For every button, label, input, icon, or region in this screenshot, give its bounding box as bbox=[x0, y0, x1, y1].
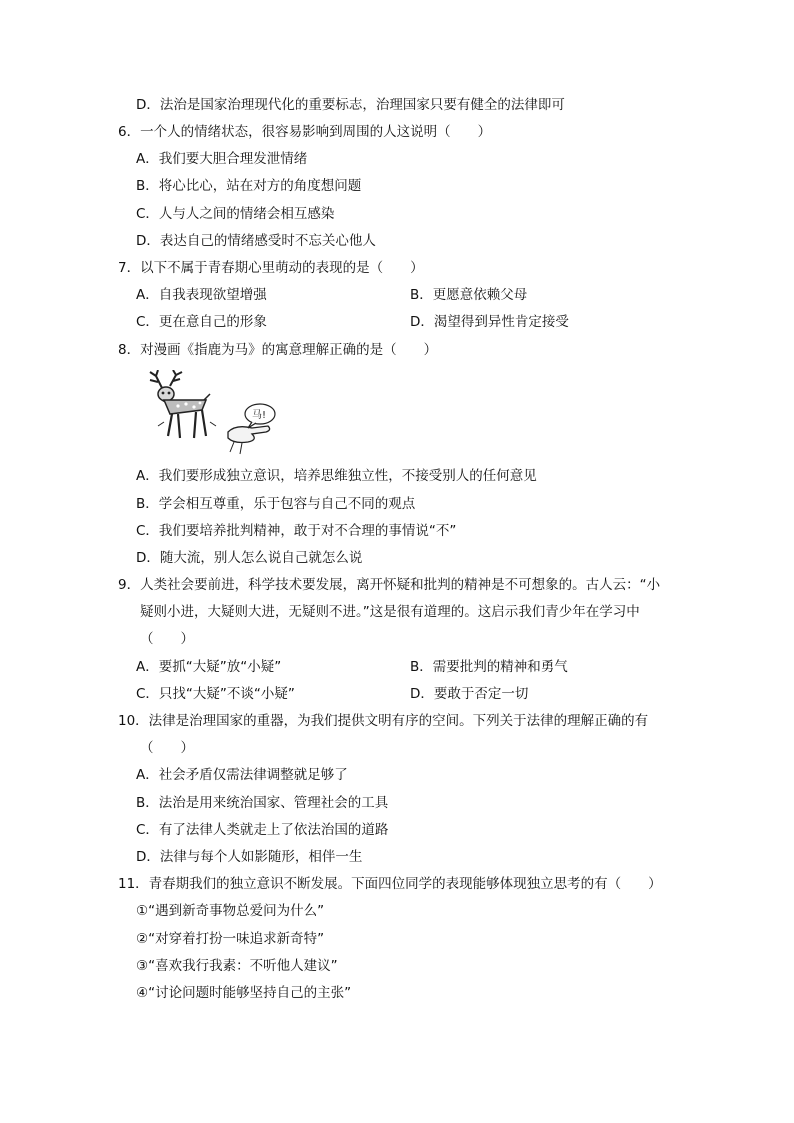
q11-item-3: ③“喜欢我行我素：不听他人建议” bbox=[136, 958, 338, 974]
q6-option-d: D．表达自己的情绪感受时不忘关心他人 bbox=[136, 233, 376, 249]
q6-option-a: A．我们要大胆合理发泄情绪 bbox=[136, 151, 308, 167]
q9-stem-line3: （ ） bbox=[140, 631, 194, 647]
q9-option-b: B．需要批判的精神和勇气 bbox=[410, 659, 568, 675]
q9-option-d: D．要敢于否定一切 bbox=[410, 686, 529, 702]
q10-option-b: B．法治是用来统治国家、管理社会的工具 bbox=[136, 795, 389, 811]
q7-stem: 7．以下不属于青春期心里萌动的表现的是（ ） bbox=[118, 260, 424, 276]
q6-stem: 6．一个人的情绪状态，很容易影响到周围的人这说明（ ） bbox=[118, 124, 492, 140]
q8-option-d: D．随大流，别人怎么说自己就怎么说 bbox=[136, 550, 363, 566]
q8-stem: 8．对漫画《指鹿为马》的寓意理解正确的是（ ） bbox=[118, 342, 438, 358]
q9-option-a: A．要抓“大疑”放“小疑” bbox=[136, 659, 282, 675]
speech-bubble-text: 马! bbox=[252, 410, 267, 421]
q7-option-c: C．更在意自己的形象 bbox=[136, 314, 267, 330]
q11-item-2: ②“对穿着打扮一味追求新奇特” bbox=[136, 931, 325, 947]
q9-stem-line2: 疑则小进，大疑则大进，无疑则不进。”这是很有道理的。这启示我们青少年在学习中 bbox=[140, 604, 640, 620]
q6-option-b: B．将心比心，站在对方的角度想问题 bbox=[136, 178, 362, 194]
q7-option-b: B．更愿意依赖父母 bbox=[410, 287, 528, 303]
q11-item-1: ①“遇到新奇事物总爱问为什么” bbox=[136, 903, 325, 919]
q8-option-a: A．我们要形成独立意识，培养思维独立性，不接受别人的任何意见 bbox=[136, 468, 537, 484]
q6-option-c: C．人与人之间的情绪会相互感染 bbox=[136, 206, 335, 222]
q10-stem-line1: 10．法律是治理国家的重器，为我们提供文明有序的空间。下列关于法律的理解正确的有 bbox=[118, 713, 649, 729]
q10-option-d: D．法律与每个人如影随形，相伴一生 bbox=[136, 849, 363, 865]
q10-option-c: C．有了法律人类就走上了依法治国的道路 bbox=[136, 822, 389, 838]
q8-option-b: B．学会相互尊重，乐于包容与自己不同的观点 bbox=[136, 496, 416, 512]
q7-option-d: D．渴望得到异性肯定接受 bbox=[410, 314, 569, 330]
q5-option-d: D．法治是国家治理现代化的重要标志，治理国家只要有健全的法律即可 bbox=[136, 97, 565, 113]
q10-option-a: A．社会矛盾仅需法律调整就足够了 bbox=[136, 767, 348, 783]
q9-stem-line1: 9．人类社会要前进，科学技术要发展，离开怀疑和批判的精神是不可想象的。古人云：“小 bbox=[118, 577, 661, 593]
q11-stem: 11．青春期我们的独立意识不断发展。下面四位同学的表现能够体现独立思考的有（ ） bbox=[118, 876, 662, 892]
q8-option-c: C．我们要培养批判精神，敢于对不合理的事情说“不” bbox=[136, 523, 457, 539]
q9-option-c: C．只找“大疑”不谈“小疑” bbox=[136, 686, 295, 702]
q11-item-4: ④“讨论问题时能够坚持自己的主张” bbox=[136, 985, 352, 1001]
deer-cartoon-image bbox=[140, 370, 285, 456]
q10-stem-line2: （ ） bbox=[140, 740, 194, 756]
q7-option-a: A．自我表现欲望增强 bbox=[136, 287, 267, 303]
